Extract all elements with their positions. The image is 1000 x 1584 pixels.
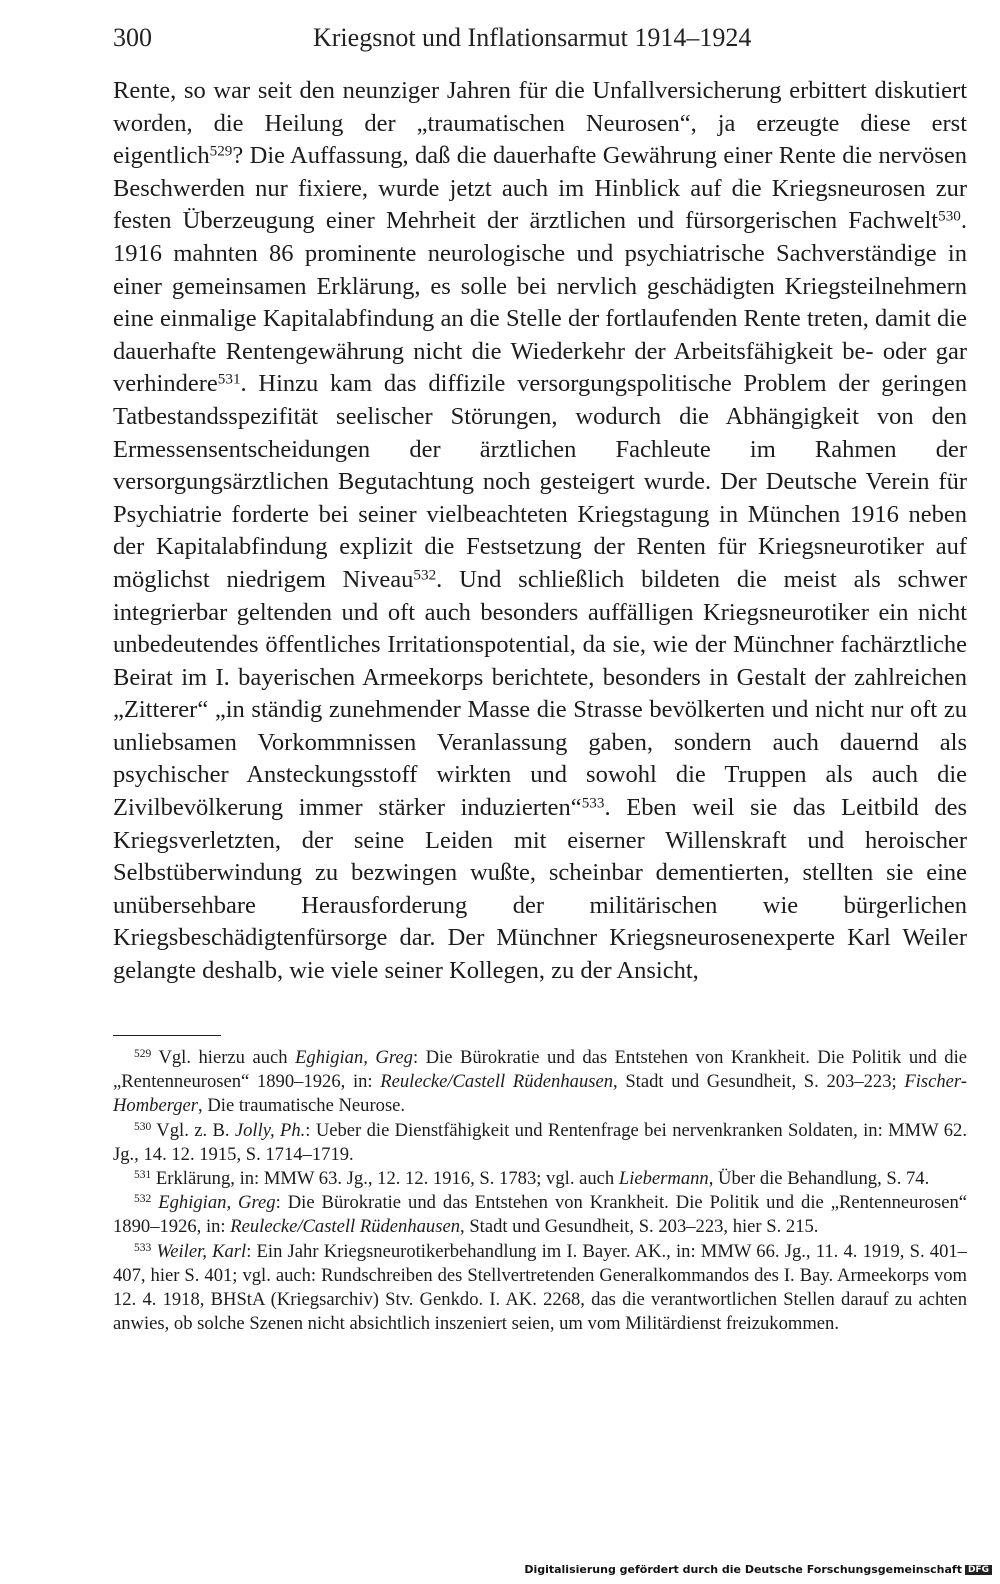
footnote-text: : Ein Jahr Kriegsneurotikerbehandlung im I. Bayer. AK., in: MMW 66. Jg., 11. 4. 1919, S. 401–407, hier S. 401; vgl. auch: Rundschreiben des Stellvertretenden Generalkommandos des I. Bay. Armeekorps vom 12. 4. 1918, BHStA (Kriegsarchiv) Stv. Genkdo. I. AK. 2268, das die verantwortlichen Stellen darauf zu achten anwies, ob solche Szenen nicht absichtlich inszeniert seien, um vom Militärdienst freizukommen. (113, 1240, 967, 1335)
footnote-number: 529 (134, 1048, 152, 1061)
footnote (113, 1046, 967, 1119)
footnote-author: Fischer-Homberger (113, 1071, 967, 1117)
footnote-author: Jolly, Ph. (234, 1119, 306, 1141)
page-header (113, 22, 963, 54)
footnote-text: , Über die Behandlung, S. 74. (708, 1168, 930, 1190)
footnote-number: 533 (134, 1241, 152, 1254)
footnote (113, 1191, 967, 1239)
footnote (113, 1240, 967, 1337)
page-number: 300 (113, 23, 152, 52)
footnote-text: : Die Bürokratie und das Entstehen von Krankheit. Die Politik und die „Rentenneurosen“ 1890–1926, in: (113, 1047, 967, 1093)
footnote-author: Weiler, Karl (156, 1240, 247, 1262)
footnote-text: , Stadt und Gesundheit, S. 203–223, hier S. 215. (460, 1216, 819, 1238)
text-segment: . Und schließlich bildeten die meist als schwer integrierbar geltenden und oft auch besonders auffälligen Kriegsneurotiker ein nicht unbedeutendes öffentliches Irritationspotential, da sie, wie der Münchner fachärztliche Beirat im I. bayerischen Armeekorps berichtete, besonders in Gestalt der zahlreichen „Zitterer“ „in ständig zunehmender Masse die Strasse bevölkerten und nicht nur oft zu unliebsamen Vorkommnissen Veranlassung gaben, sondern auch dauernd als psychischer Ansteckungsstoff wirkten und sowohl die Truppen als auch die Zivilbevölkerung immer stärker induzierten“ (113, 565, 968, 822)
footnote-divider (113, 1035, 221, 1036)
text-segment: ? Die Auffassung, daß die dauerhafte Gewährung einer Rente die nervösen Beschwerden nur fixiere, wurde jetzt auch im Hinblick auf die Kriegsneurosen zur festen Überzeugung einer Mehrheit der ärztlichen und fürsorgerischen Fachwelt (113, 142, 967, 235)
footnote-ref: 529 (209, 142, 233, 160)
digitization-stamp (524, 1563, 992, 1576)
footnote-text: Vgl. hierzu auch (151, 1047, 296, 1068)
footnote-number: 532 (134, 1193, 152, 1206)
stamp-text: Digitalisierung gefördert durch die Deutsche Forschungsgemeinschaft (524, 1563, 962, 1576)
footnotes (113, 1046, 967, 1336)
footnote-author: Eghigian, Greg (158, 1192, 276, 1214)
text-segment: . Eben weil sie das Leitbild des Kriegsverletzten, der seine Leiden mit eiserner Willenskraft und heroischer Selbstüberwindung zu bezwingen wußte, scheinbar dementierten, stellten sie eine unübersehbare Herausforderung der militärischen wie bürgerlichen Kriegsbeschädigtenfürsorge dar. Der Münchner Kriegsneurosenexperte Karl Weiler gelangte deshalb, wie viele seiner Kollegen, zu der Ansicht, (113, 794, 967, 985)
footnote-author: Reulecke/Castell Rüdenhausen (380, 1071, 614, 1093)
running-title: Kriegsnot und Inflationsarmut 1914–1924 (313, 23, 752, 52)
footnote-author: Liebermann (618, 1168, 709, 1190)
footnote-text: : Die Bürokratie und das Entstehen von Krankheit. Die Politik und die „Rentenneurosen“ 1890–1926, in: (113, 1192, 968, 1238)
footnote-ref: 532 (413, 566, 437, 584)
text-segment: . Hinzu kam das diffizile versorgungspolitische Problem der geringen Tatbestandsspezifität seelischer Störungen, wodurch die Abhängigkeit von den Ermessensentscheidungen der ärztlichen Fachleute im Rahmen der versorgungsärztlichen Begutachtung noch gesteigert wurde. Der Deutsche Verein für Psychiatrie forderte bei seiner vielbeachteten Kriegstagung in München 1916 neben der Kapitalabfindung explizit die Festsetzung der Renten für Kriegsneurotiker auf möglichst niedrigem Niveau (113, 370, 967, 593)
footnote-text: : Ueber die Dienstfähigkeit und Rentenfrage bei nervenkranken Soldaten, in: MMW 62. Jg., 14. 12. 1915, S. 1714–1719. (113, 1119, 967, 1165)
footnote-author: Eghigian, Greg (295, 1047, 413, 1068)
footnote-author: Reulecke/Castell Rüdenhausen (230, 1216, 461, 1238)
text-segment: Rente, so war seit den neunziger Jahren für die Unfallversicherung erbittert diskutiert worden, die Heilung der „traumatischen Neurosen“, ja erzeugte diese erst eigentlich (113, 77, 967, 170)
footnote (113, 1119, 967, 1167)
footnote-text: , Die traumatische Neurose. (198, 1095, 406, 1117)
footnote-number: 530 (134, 1120, 152, 1133)
footnote-text: Erklärung, in: MMW 63. Jg., 12. 12. 1916, S. 1783; vgl. auch (151, 1168, 619, 1190)
footnote-text: , Stadt und Gesundheit, S. 203–223; (613, 1071, 905, 1093)
footnote-number: 531 (134, 1169, 152, 1182)
footnote-text: Vgl. z. B. (151, 1119, 235, 1141)
footnote-ref: 530 (938, 207, 961, 225)
main-text (113, 75, 967, 988)
footnote (113, 1167, 967, 1191)
dfg-logo-icon: DFG (965, 1565, 992, 1575)
footnote-ref: 533 (581, 794, 605, 812)
footnote-ref: 531 (217, 370, 241, 388)
text-segment: . 1916 mahnten 86 prominente neurologische und psychiatrische Sachverständige in einer gemeinsamen Erklärung, es solle bei nervlich geschädigten Kriegsteilnehmern eine einmalige Kapitalabfindung an die Stelle der fortlaufenden Rente treten, damit die dauerhafte Rentengewährung nicht die Wiederkehr der Arbeitsfähigkeit be- oder gar verhindere (113, 207, 967, 398)
